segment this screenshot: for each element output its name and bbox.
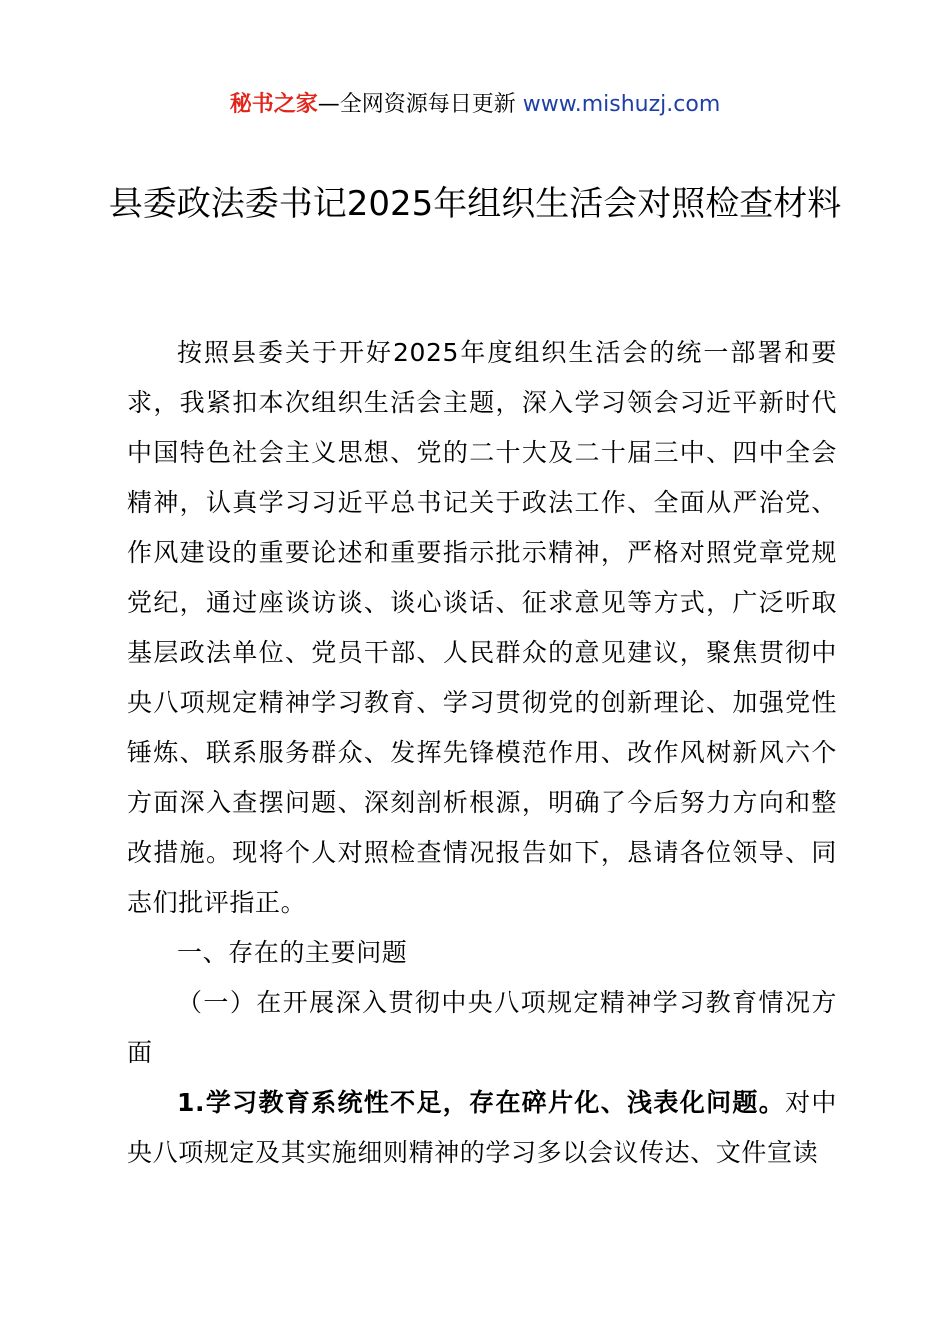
header-tagline: —全网资源每日更新 bbox=[317, 92, 516, 117]
document-body bbox=[127, 328, 837, 1178]
item-text: 对中央八项规定及其实施细则精神的学习多以会议传达、文件宣读 bbox=[127, 1088, 838, 1167]
brand-name: 秘书之家 bbox=[229, 92, 318, 117]
subsection-heading: （一）在开展深入贯彻中央八项规定精神学习教育情况方面 bbox=[127, 988, 837, 1067]
site-header bbox=[0, 88, 950, 122]
item-heading: 1.学习教育系统性不足，存在碎片化、浅表化问题。 bbox=[177, 1088, 786, 1117]
site-url-link[interactable]: www.mishuzj.com bbox=[522, 92, 721, 117]
document-title: 县委政法委书记2025年组织生活会对照检查材料 bbox=[108, 184, 842, 224]
intro-paragraph: 按照县委关于开好2025年度组织生活会的统一部署和要求，我紧扣本次组织生活会主题，深入学习领会习近平新时代中国特色社会主义思想、党的二十大及二十届三中、四中全会精神，认真学习习近平总书记关于政法工作、全面从严治党、作风建设的重要论述和重要指示批示精神，严格对照党章党规党纪，通过座谈访谈、谈心谈话、征求意见等方式，广泛听取基层政法单位、党员干部、人民群众的意见建议，聚焦贯彻中央八项规定精神学习教育、学习贯彻党的创新理论、加强党性锤炼、联系服务群众、发挥先锋模范作用、改作风树新风六个方面深入查摆问题、深刻剖析根源，明确了今后努力方向和整改措施。现将个人对照检查情况报告如下，恳请各位领导、同志们批评指正。 bbox=[127, 338, 837, 917]
section-heading: 一、存在的主要问题 bbox=[177, 938, 408, 967]
list-item bbox=[127, 1078, 837, 1178]
